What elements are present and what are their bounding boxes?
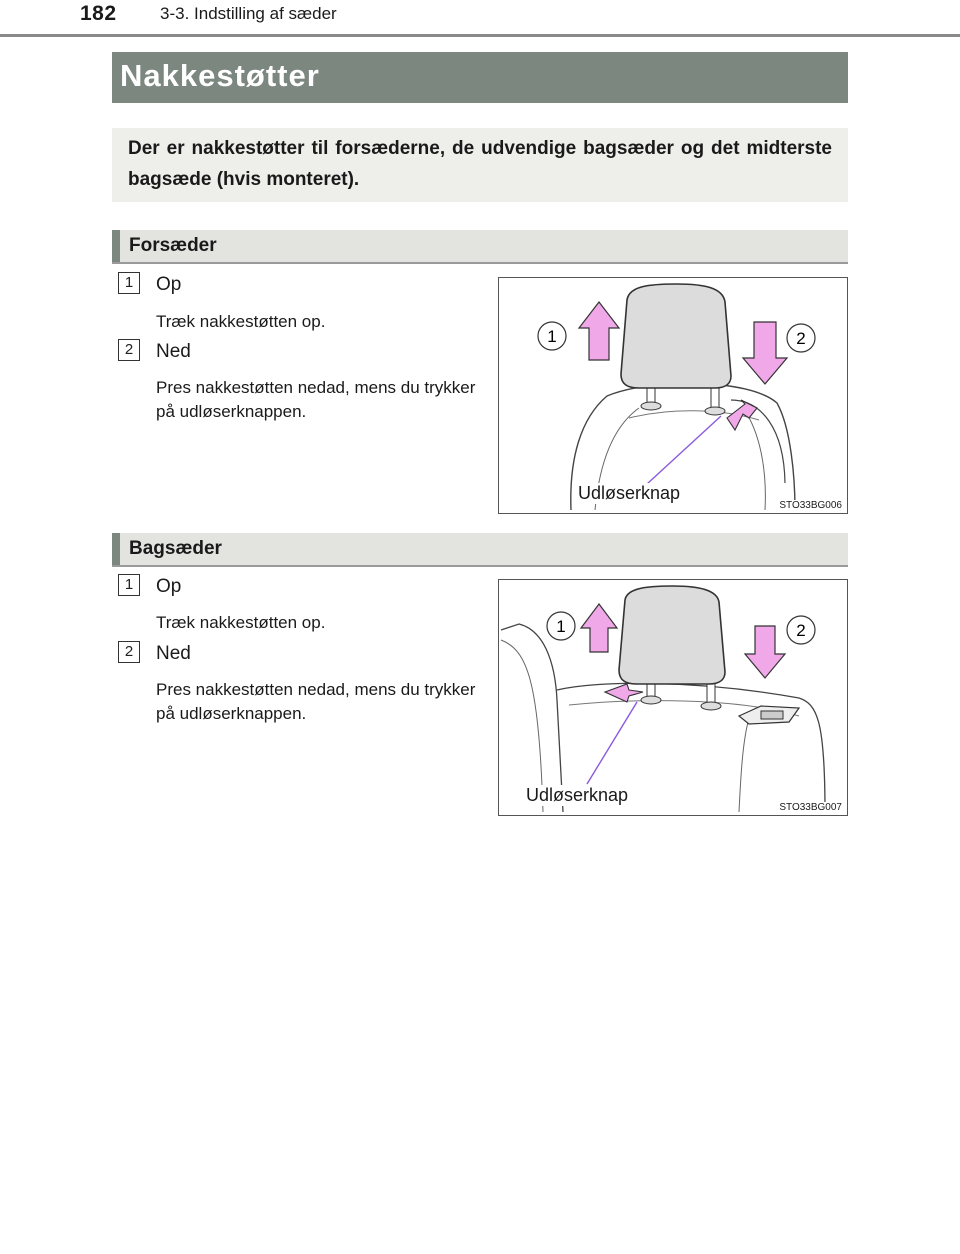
front-seats-heading-bar xyxy=(112,230,848,264)
rear-item-2-number: 2 xyxy=(118,641,140,663)
front-seats-heading: Forsæder xyxy=(129,235,217,256)
svg-text:2: 2 xyxy=(796,621,806,640)
svg-text:1: 1 xyxy=(556,617,566,636)
svg-text:1: 1 xyxy=(547,327,557,346)
rear-figure-code: STO33BG007 xyxy=(779,802,842,813)
rear-seat-figure xyxy=(498,579,848,816)
front-item-2-number: 2 xyxy=(118,339,140,361)
up-arrow-icon xyxy=(581,604,617,652)
down-arrow-icon xyxy=(743,322,787,384)
rear-figure-caption: Udløserknap xyxy=(523,785,631,806)
rear-seats-heading: Bagsæder xyxy=(129,538,222,559)
front-item-2-title: Ned xyxy=(156,341,191,362)
push-arrow-icon xyxy=(605,684,643,702)
front-figure-code: STO33BG006 xyxy=(779,500,842,511)
rear-item-2-title: Ned xyxy=(156,643,191,664)
rear-seats-heading-bar xyxy=(112,533,848,567)
front-item-1-desc: Træk nakkestøtten op. xyxy=(156,312,326,331)
svg-text:2: 2 xyxy=(796,329,806,348)
page-number: 182 xyxy=(80,2,117,25)
rear-item-2-desc: Pres nakkestøtten nedad, mens du trykker på udløserknappen. xyxy=(156,680,476,723)
front-figure-caption: Udløserknap xyxy=(575,483,683,504)
section-reference: 3-3. Indstilling af sæder xyxy=(160,4,337,23)
front-item-1-number: 1 xyxy=(118,272,140,294)
rear-item-1-title: Op xyxy=(156,576,182,597)
front-seat-figure xyxy=(498,277,848,514)
rear-headrest-illustration xyxy=(499,580,849,817)
page-header xyxy=(0,0,960,38)
page-title: Nakkestøtter xyxy=(120,58,320,93)
header-rule xyxy=(0,34,960,37)
front-headrest-illustration xyxy=(499,278,849,515)
intro-box xyxy=(112,128,848,202)
down-arrow-icon xyxy=(745,626,785,678)
rear-item-1-desc: Træk nakkestøtten op. xyxy=(156,613,326,632)
front-item-1-title: Op xyxy=(156,274,182,295)
title-bar xyxy=(112,52,848,103)
up-arrow-icon xyxy=(579,302,619,360)
intro-text: Der er nakkestøtter til forsæderne, de udvendige bagsæder og det midterste bagsæde (hvis monteret). xyxy=(128,138,832,190)
front-item-2-desc: Pres nakkestøtten nedad, mens du trykker på udløserknappen. xyxy=(156,378,476,421)
rear-item-1-number: 1 xyxy=(118,574,140,596)
